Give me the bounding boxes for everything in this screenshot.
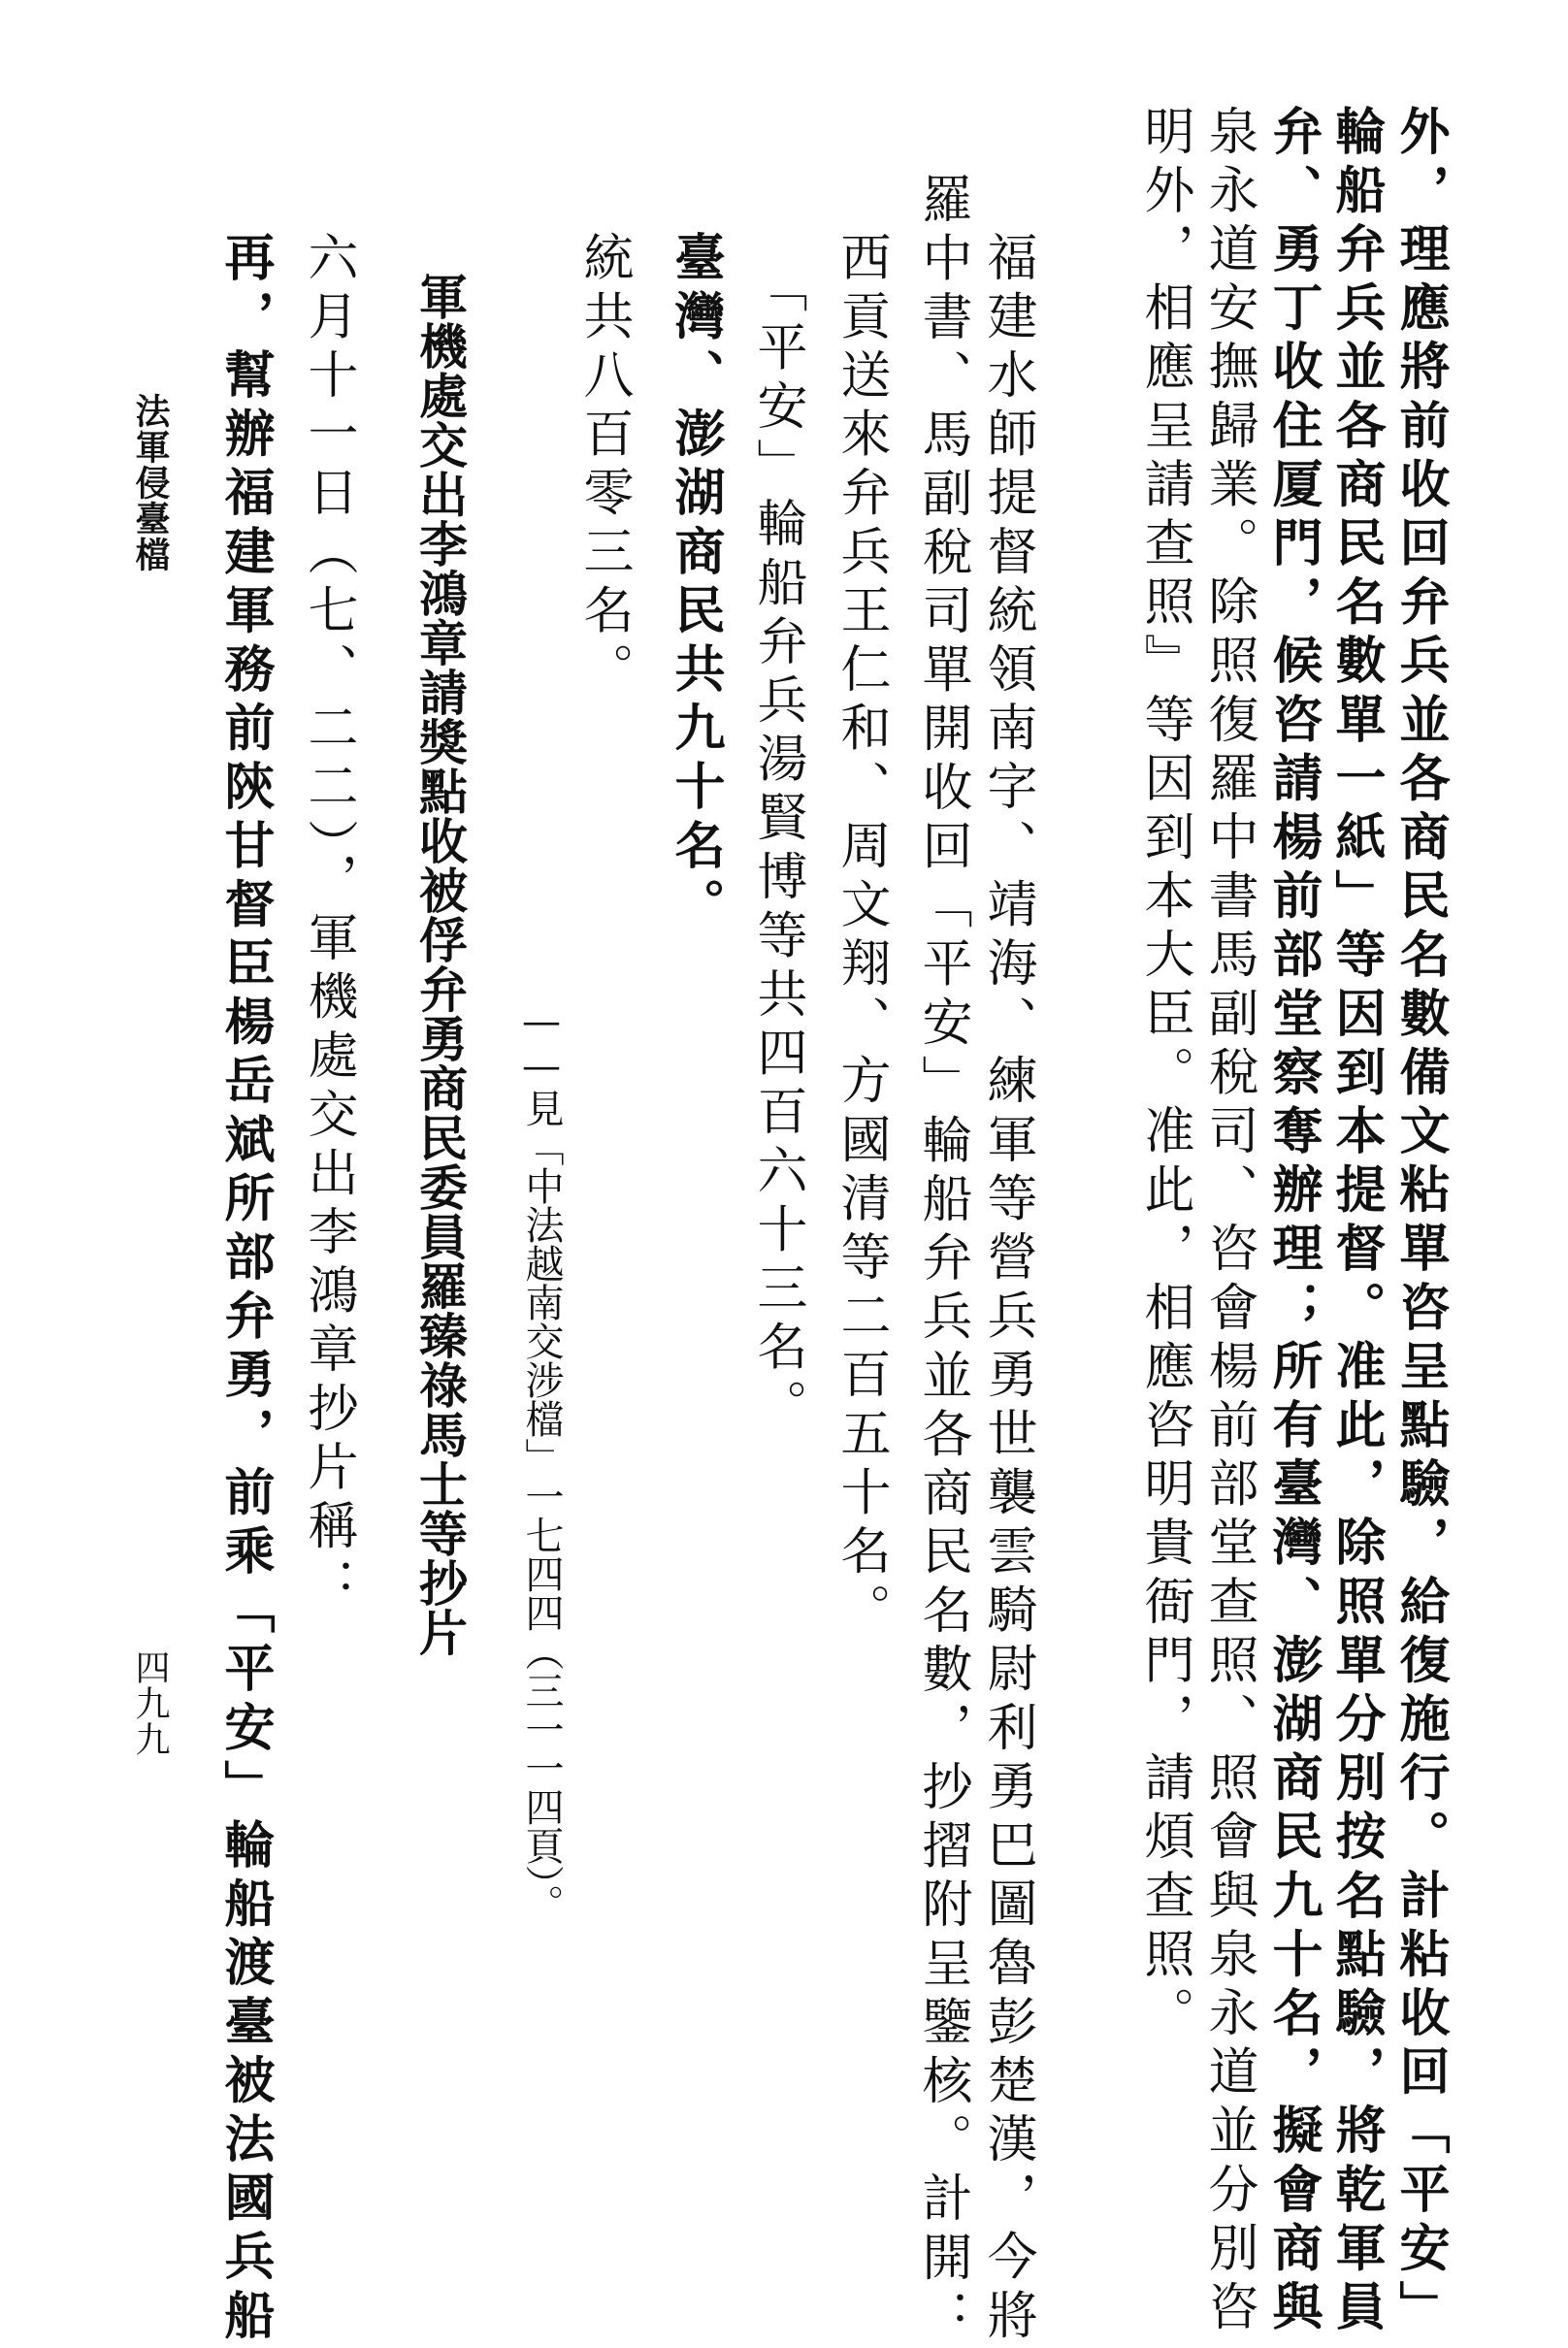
citation: ——見「中法越南交涉檔」一七四四（三一一四頁）。 xyxy=(519,999,564,1923)
page-number: 四九九 xyxy=(130,1649,170,1757)
running-title: 法軍侵臺檔 xyxy=(130,393,170,572)
text-column-13: 再，幫辦福建軍務前陝甘督臣楊岳斌所部弁勇，前乘「平安」輪船渡臺被法國兵船 xyxy=(215,231,274,2348)
text-column-7: 羅中書、馬副稅司單開收回「平安」輪船弁兵並各商民名數，抄摺附呈鑒核。計開： xyxy=(913,173,971,2348)
text-column-8: 西貢送來弁兵王仁和、周文翔、方國清等二百五十名。 xyxy=(832,231,890,1643)
section-heading: 軍機處交出李鴻章請獎點收被俘弁勇商民委員羅臻祿馬士等抄片 xyxy=(411,272,468,1657)
text-column-12: 六月十一日（七、二二），軍機處交出李鴻章抄片稱： xyxy=(299,231,357,1617)
text-column-10: 臺灣、澎湖商民共九十名。 xyxy=(666,231,724,937)
text-column-5: 明外，相應呈請查照』等因到本大臣。准此，相應咨明貴衙門，請煩查照。 xyxy=(1135,105,1193,2045)
text-column-9: 「平安」輪船弁兵湯賢博等共四百六十三名。 xyxy=(748,262,806,1438)
text-column-2: 輪船弁兵並各商民名數單一紙」等因到本提督。准此，除照單分別按名點驗，將乾軍員 xyxy=(1326,105,1385,2339)
text-column-4: 泉永道安撫歸業。除照復羅中書馬副稅司、咨會楊前部堂查照、照會與泉永道並分別咨 xyxy=(1199,105,1258,2339)
text-column-1: 外，理應將前收回弁兵並各商民名數備文粘單咨呈點驗，給復施行。計粘收回「平安」 xyxy=(1390,105,1449,2339)
text-column-3: 弁、勇丁收住厦門，候咨請楊前部堂察奪辦理；所有臺灣、澎湖商民九十名，擬會商與 xyxy=(1263,105,1322,2339)
text-column-6: 福建水師提督統領南字、靖海、練軍等營兵勇世襲雲騎尉利勇巴圖魯彭楚漢，今將 xyxy=(978,231,1036,2348)
text-column-11: 統共八百零三名。 xyxy=(574,231,633,701)
